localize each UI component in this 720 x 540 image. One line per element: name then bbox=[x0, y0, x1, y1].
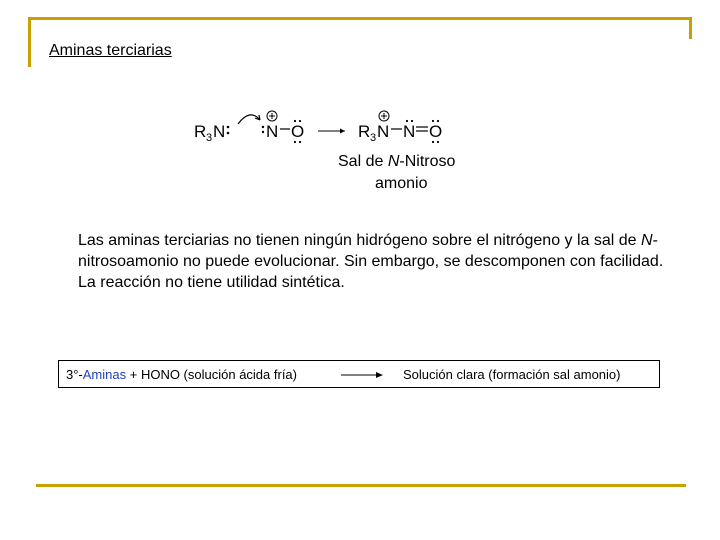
nitrosoammonium-product bbox=[358, 111, 442, 144]
svg-text:N: N bbox=[266, 122, 279, 141]
reaction-scheme bbox=[180, 100, 500, 200]
arrow-right-icon bbox=[341, 369, 383, 381]
svg-text:O: O bbox=[429, 122, 443, 141]
reaction-amine: Aminas bbox=[82, 367, 127, 382]
accent-bar-right bbox=[689, 17, 692, 39]
body-paragraph bbox=[78, 230, 668, 293]
svg-text:N: N bbox=[403, 122, 416, 141]
reaction-reactants bbox=[66, 367, 297, 382]
svg-text:3: 3 bbox=[206, 132, 213, 144]
svg-text:3: 3 bbox=[370, 132, 377, 144]
accent-bar-bottom bbox=[36, 484, 686, 487]
reaction-summary-box bbox=[58, 360, 660, 388]
reaction-reagents: + HONO (solución ácida fría) bbox=[126, 367, 297, 382]
curved-arrow-icon bbox=[238, 115, 260, 124]
svg-text:R: R bbox=[194, 122, 207, 141]
paragraph-part2: -nitrosoamonio no puede evolucionar. Sin embargo, se descomponen con facilidad. La reacción no tiene utilidad sintética. bbox=[78, 232, 664, 291]
reaction-arrow-icon bbox=[318, 129, 345, 134]
product-name-line2: amonio bbox=[375, 175, 428, 192]
svg-text:N: N bbox=[213, 122, 226, 141]
reactant-amine bbox=[194, 122, 229, 144]
product-name-line1: Sal de N-Nitroso bbox=[338, 153, 456, 170]
reaction-result: Solución clara (formación sal amonio) bbox=[403, 367, 621, 382]
accent-bar-top bbox=[28, 17, 692, 20]
svg-text:R: R bbox=[358, 122, 371, 141]
nitrosonium-reagent bbox=[262, 111, 304, 143]
paragraph-italic: N bbox=[641, 232, 653, 249]
paragraph-part1: Las aminas terciarias no tienen ningún hidrógeno sobre el nitrógeno y la sal de bbox=[78, 232, 642, 249]
accent-bar-left bbox=[28, 17, 31, 67]
svg-text:O: O bbox=[291, 122, 305, 141]
reaction-prefix: 3°- bbox=[66, 367, 83, 382]
svg-text:N: N bbox=[377, 122, 390, 141]
slide-title: Aminas terciarias bbox=[49, 42, 172, 59]
